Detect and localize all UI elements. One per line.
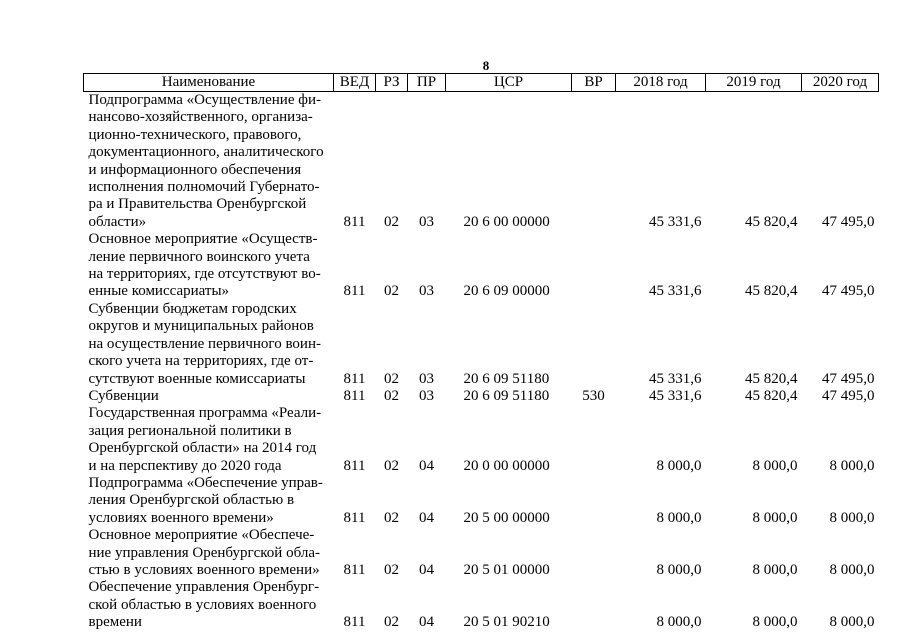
table-body xyxy=(84,92,879,632)
row-rz: 02 xyxy=(384,509,399,526)
row-amount-2018: 8 000,0 xyxy=(656,614,702,631)
row-pr: 04 xyxy=(419,561,434,578)
row-csr: 20 5 01 90210 xyxy=(463,614,550,631)
table-row xyxy=(84,231,879,301)
row-pr: 03 xyxy=(419,370,434,387)
row-vr xyxy=(572,92,616,232)
row-amount-2019: 45 820,4 xyxy=(745,370,798,387)
row-rz: 02 xyxy=(384,387,399,404)
row-ved: 811 xyxy=(343,457,366,474)
row-amount-2019: 45 820,4 xyxy=(745,387,798,404)
row-csr: 20 5 00 00000 xyxy=(463,509,550,526)
column-header-2018: 2018 год xyxy=(616,74,706,92)
row-ved: 811 xyxy=(343,370,366,387)
column-header-2020: 2020 год xyxy=(802,74,879,92)
row-rz: 02 xyxy=(384,283,399,300)
table-row xyxy=(84,527,879,579)
row-amount-2018: 45 331,6 xyxy=(649,370,702,387)
table-row xyxy=(84,405,879,475)
row-csr: 20 6 00 00000 xyxy=(463,213,550,230)
table-row xyxy=(84,92,879,232)
row-amount-2020: 8 000,0 xyxy=(829,457,875,474)
row-csr: 20 6 09 51180 xyxy=(463,387,550,404)
row-ved: 811 xyxy=(343,614,366,631)
column-header-ved: ВЕД xyxy=(334,74,376,92)
column-header-pr: ПР xyxy=(408,74,446,92)
row-amount-2019: 8 000,0 xyxy=(752,561,798,578)
row-pr: 03 xyxy=(419,283,434,300)
row-vr xyxy=(572,475,616,527)
row-pr: 04 xyxy=(419,457,434,474)
row-amount-2020: 8 000,0 xyxy=(829,614,875,631)
row-amount-2020: 47 495,0 xyxy=(822,213,875,230)
table-row xyxy=(84,388,879,405)
column-header-2019: 2019 год xyxy=(706,74,802,92)
row-vr: 530 xyxy=(582,387,605,404)
row-csr: 20 0 00 00000 xyxy=(463,457,550,474)
row-amount-2018: 45 331,6 xyxy=(649,213,702,230)
row-amount-2020: 47 495,0 xyxy=(822,283,875,300)
row-ved: 811 xyxy=(343,561,366,578)
row-vr xyxy=(572,405,616,475)
row-ved: 811 xyxy=(343,387,366,404)
page-number: 8 xyxy=(482,58,490,73)
row-rz: 02 xyxy=(384,213,399,230)
row-amount-2018: 45 331,6 xyxy=(649,283,702,300)
row-vr xyxy=(572,231,616,301)
row-amount-2020: 8 000,0 xyxy=(829,509,875,526)
row-name: Подпрограмма «Обеспечение управ- ления Оренбургской областью в условиях военного времени» xyxy=(88,474,323,526)
column-header-name: Наименование xyxy=(84,74,334,92)
row-ved: 811 xyxy=(343,213,366,230)
row-ved: 811 xyxy=(343,509,366,526)
row-name: Обеспечение управления Оренбург- ской областью в условиях военного времени xyxy=(88,579,320,631)
row-name: Государственная программа «Реали- зация региональной политики в Оренбургской области» на 2014 год и на перспективу до 2020 года xyxy=(88,405,322,474)
budget-table xyxy=(83,73,879,632)
row-csr: 20 6 09 51180 xyxy=(463,370,550,387)
column-header-rz: РЗ xyxy=(376,74,408,92)
row-amount-2019: 45 820,4 xyxy=(745,283,798,300)
row-amount-2018: 8 000,0 xyxy=(656,509,702,526)
table-row xyxy=(84,475,879,527)
row-amount-2018: 8 000,0 xyxy=(656,561,702,578)
row-amount-2018: 45 331,6 xyxy=(649,387,702,404)
row-amount-2019: 8 000,0 xyxy=(752,457,798,474)
row-name: Субвенции бюджетам городских округов и муниципальных районов на осуществление первичного воин- ского учета на территориях, где от- сутствуют военные комиссариаты xyxy=(88,300,321,387)
row-amount-2018: 8 000,0 xyxy=(656,457,702,474)
row-amount-2019: 8 000,0 xyxy=(752,614,798,631)
header-row xyxy=(84,74,879,92)
row-vr xyxy=(572,527,616,579)
row-pr: 03 xyxy=(419,387,434,404)
row-csr: 20 6 09 00000 xyxy=(463,283,550,300)
row-pr: 04 xyxy=(419,509,434,526)
row-ved: 811 xyxy=(343,283,366,300)
row-name: Субвенции xyxy=(88,387,159,404)
row-rz: 02 xyxy=(384,561,399,578)
row-pr: 04 xyxy=(419,614,434,631)
row-pr: 03 xyxy=(419,213,434,230)
row-amount-2019: 8 000,0 xyxy=(752,509,798,526)
row-rz: 02 xyxy=(384,614,399,631)
row-rz: 02 xyxy=(384,370,399,387)
row-name: Подпрограмма «Осуществление фи- нансово-хозяйственного, организа- ционно-технического, правового, документационного, аналитического и информационного обеспечения исполнения полномочий Губернато- ра и Правительства Оренбургской области» xyxy=(88,92,324,230)
row-amount-2019: 45 820,4 xyxy=(745,213,798,230)
row-vr xyxy=(572,301,616,388)
table-row xyxy=(84,301,879,388)
row-name: Основное мероприятие «Осуществ- ление первичного воинского учета на территориях, где отсутствуют во- енные комиссариаты» xyxy=(88,231,321,300)
row-name: Основное мероприятие «Обеспече- ние управления Оренбургской обла- стью в условиях военного времени» xyxy=(88,527,320,578)
table-row xyxy=(84,579,879,631)
row-rz: 02 xyxy=(384,457,399,474)
row-vr xyxy=(572,579,616,631)
row-amount-2020: 8 000,0 xyxy=(829,561,875,578)
row-amount-2020: 47 495,0 xyxy=(822,370,875,387)
column-header-vr: ВР xyxy=(572,74,616,92)
table-header xyxy=(84,74,879,92)
row-csr: 20 5 01 00000 xyxy=(463,561,550,578)
row-amount-2020: 47 495,0 xyxy=(822,387,875,404)
column-header-csr: ЦСР xyxy=(446,74,572,92)
